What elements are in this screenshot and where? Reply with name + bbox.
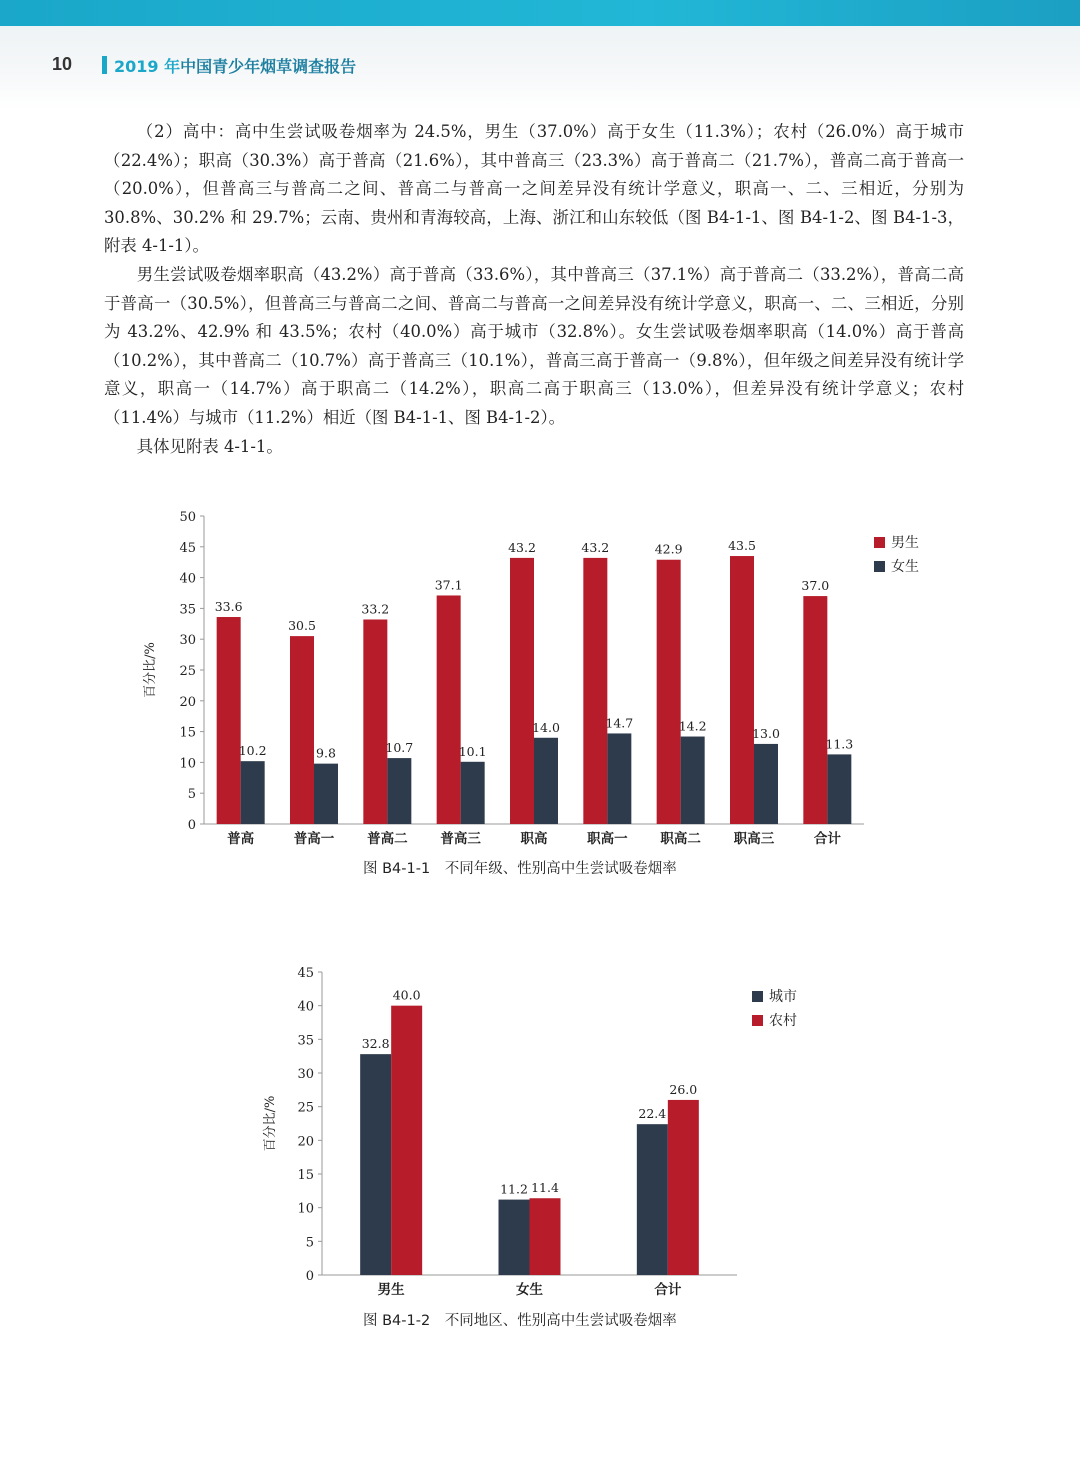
legend-swatch-女生 [874, 561, 885, 572]
y-tick-label: 45 [297, 966, 314, 981]
data-label: 14.0 [532, 719, 560, 735]
legend-swatch-城市 [752, 991, 763, 1002]
y-tick-label: 20 [297, 1134, 314, 1150]
data-label: 11.3 [825, 736, 854, 752]
data-label: 37.0 [801, 578, 830, 594]
data-label: 43.2 [581, 539, 610, 555]
running-title [114, 54, 356, 77]
bar-女生 [241, 761, 265, 824]
y-tick-label: 5 [187, 787, 196, 803]
x-tick-label: 普高 [227, 831, 255, 847]
legend-label: 男生 [891, 535, 919, 551]
paragraph: 具体见附表 4-1-1。 [136, 436, 283, 456]
y-axis-label: 百分比/% [143, 642, 158, 698]
legend-label: 农村 [769, 1013, 797, 1029]
bar-城市 [499, 1200, 530, 1275]
bar-男生 [290, 636, 314, 824]
legend-label: 女生 [891, 559, 919, 575]
bar-男生 [217, 617, 241, 824]
data-label: 11.4 [531, 1180, 559, 1196]
page-number: 10 [52, 54, 73, 74]
y-tick-label: 50 [179, 510, 196, 525]
legend-swatch-男生 [874, 537, 885, 548]
x-tick-label: 职高 [520, 831, 548, 847]
legend-label: 城市 [769, 989, 797, 1005]
data-label: 14.2 [678, 718, 707, 734]
x-tick-label: 普高一 [293, 831, 335, 847]
bar-女生 [827, 754, 851, 824]
y-tick-label: 0 [305, 1269, 314, 1284]
y-tick-label: 30 [179, 633, 196, 649]
data-label: 10.2 [238, 743, 267, 759]
legend-swatch-农村 [752, 1015, 763, 1026]
x-tick-label: 职高一 [587, 831, 628, 847]
bar-男生 [363, 619, 387, 824]
figure-b4-1-2-bar-chart [255, 955, 855, 1340]
running-title-year: 2019 年 [114, 57, 181, 76]
data-label: 9.8 [316, 745, 336, 761]
bar-男生 [510, 558, 534, 824]
figure-caption: 图 B4-1-2 不同地区、性别高中生尝试吸卷烟率 [363, 1313, 677, 1329]
y-tick-label: 20 [179, 694, 196, 710]
x-tick-label: 女生 [516, 1282, 543, 1298]
bar-男生 [730, 556, 754, 824]
y-tick-label: 15 [179, 725, 196, 741]
data-label: 13.0 [752, 725, 780, 741]
header-accent-bar [102, 56, 107, 74]
data-label: 26.0 [669, 1081, 698, 1097]
y-tick-label: 15 [297, 1168, 314, 1183]
bar-男生 [437, 595, 461, 824]
bar-农村 [530, 1198, 561, 1275]
y-tick-label: 30 [297, 1067, 314, 1082]
bar-女生 [754, 744, 778, 824]
x-tick-label: 合计 [654, 1282, 682, 1298]
data-label: 30.5 [288, 618, 316, 634]
y-tick-label: 10 [297, 1201, 314, 1217]
x-tick-label: 职高三 [733, 831, 775, 847]
bar-农村 [391, 1006, 422, 1275]
x-tick-label: 男生 [377, 1282, 405, 1298]
x-tick-label: 合计 [813, 831, 841, 847]
bar-女生 [681, 737, 705, 824]
y-tick-label: 5 [305, 1235, 314, 1251]
running-title-text: 中国青少年烟草调查报告 [180, 57, 357, 76]
bar-女生 [387, 758, 411, 824]
bar-男生 [657, 560, 681, 824]
data-label: 33.6 [214, 599, 243, 615]
data-label: 43.2 [508, 539, 536, 555]
y-tick-label: 10 [179, 756, 196, 772]
data-label: 43.5 [728, 538, 756, 554]
data-label: 37.1 [434, 577, 463, 593]
bar-女生 [314, 764, 338, 824]
paragraph: （2）高中：高中生尝试吸卷烟率为 24.5%，男生（37.0%）高于女生（11.3%）；农村（26.0%）高于城市（22.4%）；职高（30.3%）高于普高（21.6%），其中普高三（23.3%）高于普高二（21.7%），普高二高于普高一（20.0%），但普高三与普高二之间、普高二与普高一之间差异没有统计学意义，职高一、二、三相近，分别为 30.8%、30.2% 和 29.7%；云南、贵州和青海较高，上海、浙江和山东较低（图 B4-1-1、图 B4-1-2、图 B4-1-3，附表 4-1-1）。 [104, 122, 964, 256]
body-text [104, 118, 964, 461]
y-tick-label: 25 [179, 664, 196, 679]
data-label: 32.8 [361, 1036, 390, 1052]
data-label: 10.1 [458, 743, 487, 759]
y-tick-label: 45 [179, 540, 196, 556]
bar-女生 [534, 738, 558, 824]
bar-女生 [607, 733, 631, 824]
y-tick-label: 40 [297, 999, 314, 1015]
bar-男生 [583, 558, 607, 824]
y-tick-label: 40 [179, 571, 196, 587]
figure-caption: 图 B4-1-1 不同年级、性别高中生尝试吸卷烟率 [363, 861, 677, 877]
figure-b4-1-1-bar-chart [140, 498, 940, 888]
data-label: 40.0 [392, 987, 421, 1003]
data-label: 42.9 [654, 541, 683, 557]
y-tick-label: 0 [187, 818, 196, 833]
bar-男生 [803, 596, 827, 824]
data-label: 33.2 [361, 601, 390, 617]
top-color-band [0, 0, 1080, 26]
bar-农村 [668, 1100, 699, 1275]
data-label: 14.7 [605, 715, 634, 731]
x-tick-label: 职高二 [660, 831, 701, 847]
data-label: 22.4 [638, 1106, 667, 1122]
data-label: 10.7 [385, 740, 414, 756]
bar-女生 [461, 762, 485, 824]
x-tick-label: 普高三 [440, 831, 481, 847]
data-label: 11.2 [500, 1181, 528, 1197]
y-tick-label: 25 [297, 1100, 314, 1116]
x-tick-label: 普高二 [367, 831, 408, 847]
y-tick-label: 35 [297, 1033, 314, 1049]
bar-城市 [360, 1054, 391, 1275]
y-tick-label: 35 [179, 602, 196, 618]
paragraph: 男生尝试吸卷烟率职高（43.2%）高于普高（33.6%），其中普高三（37.1%）高于普高二（33.2%），普高二高于普高一（30.5%），但普高三与普高二之间、普高二与普高一之间差异没有统计学意义，职高一、二、三相近，分别为 43.2%、42.9% 和 43.5%；农村（40.0%）高于城市（32.8%）。女生尝试吸卷烟率职高（14.0%）高于普高（10.2%），其中普高二（10.7%）高于普高三（10.1%），普高三高于普高一（9.8%），但年级之间差异没有统计学意义，职高一（14.7%）高于职高二（14.2%），职高二高于职高三（13.0%），但差异没有统计学意义；农村（11.4%）与城市（11.2%）相近（图 B4-1-1、图 B4-1-2）。 [104, 264, 964, 427]
y-axis-label: 百分比/% [263, 1095, 278, 1152]
bar-城市 [637, 1124, 668, 1275]
